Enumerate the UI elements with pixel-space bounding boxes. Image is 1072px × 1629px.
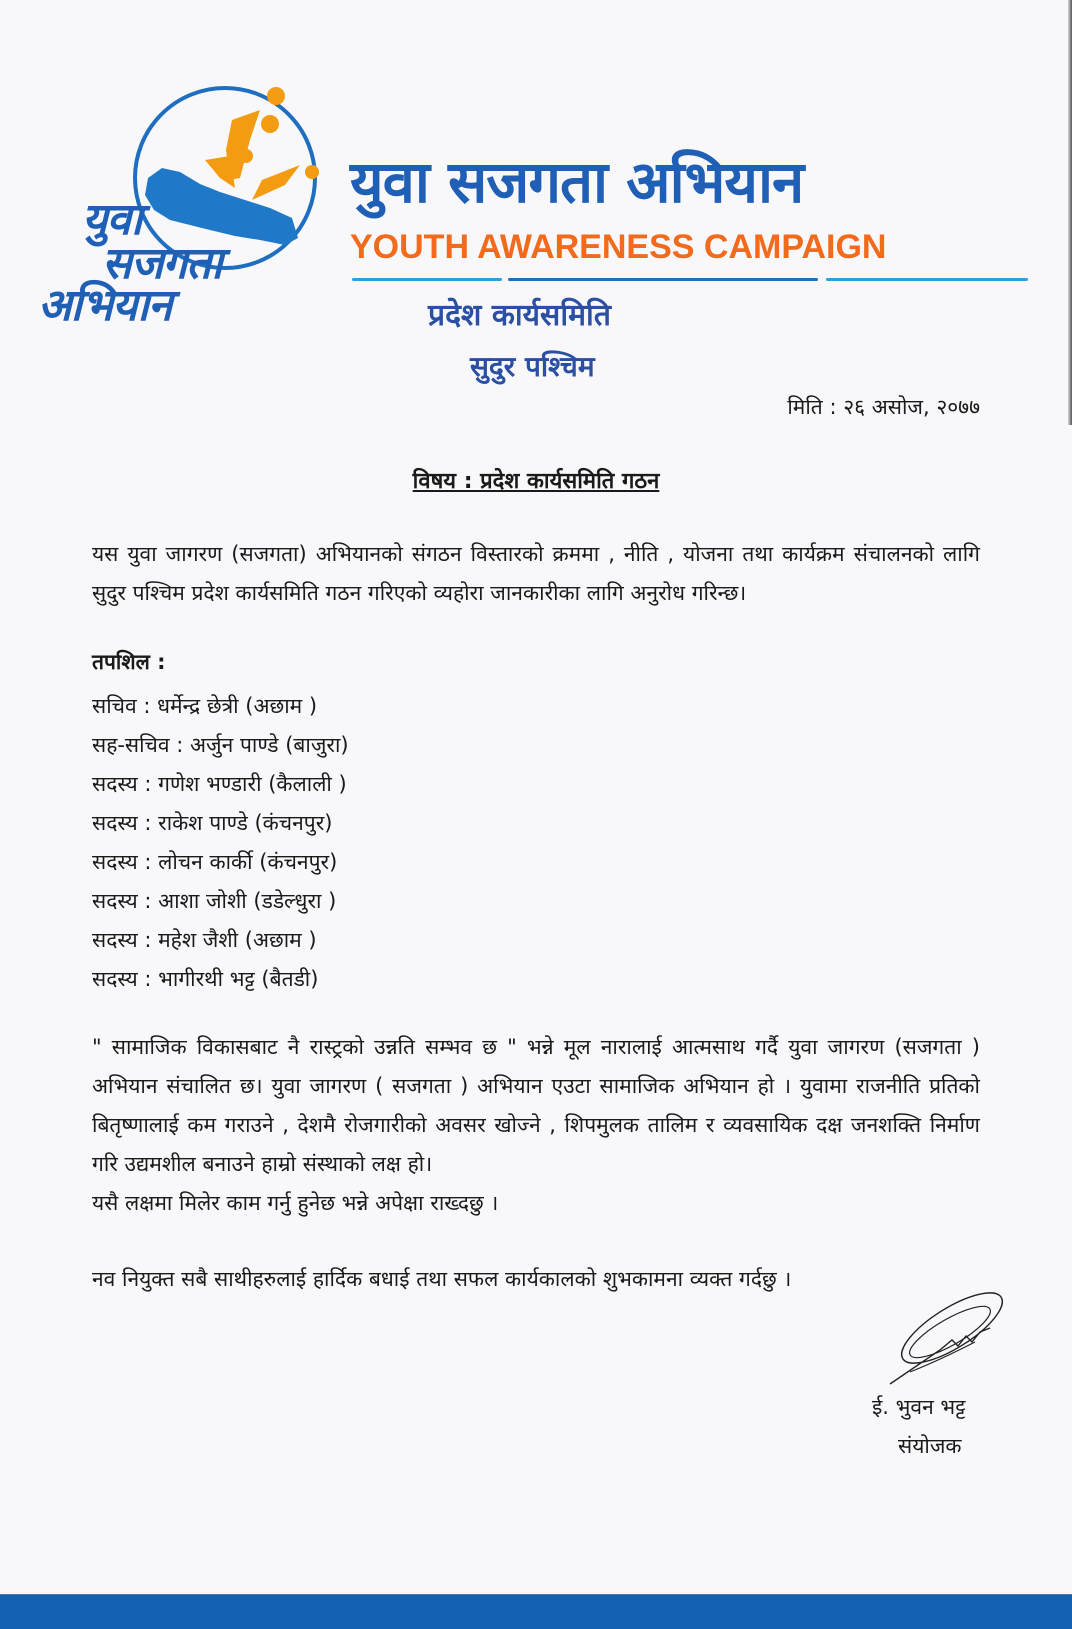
member-item: सदस्य : भागीरथी भट्ट (बैतडी): [92, 967, 319, 991]
member-item: सदस्य : आशा जोशी (डडेल्धुरा ): [92, 889, 337, 913]
closing-paragraph: नव नियुक्त सबै साथीहरुलाई हार्दिक बधाई तथा सफल कार्यकालको शुभकामना व्यक्त गर्दछु ।: [92, 1267, 792, 1291]
intro-paragraph: यस युवा जागरण (सजगता) अभियानको संगठन विस्तारको क्रममा , नीति , योजना तथा कार्यक्रम संचालनको लागि सुदुर पश्चिम प्रदेश कार्यसमिति गठन गरिएको व्यहोरा जानकारीका लागि अनुरोध गरिन्छ।: [92, 542, 980, 605]
header-divider: [352, 278, 502, 281]
header-divider: [826, 278, 1028, 281]
committee-name: प्रदेश कार्यसमिति: [428, 298, 611, 333]
expectation-text: यसै लक्षमा मिलेर काम गर्नु हुनेछ भन्ने अपेक्षा राख्दछु ।: [92, 1191, 499, 1215]
member-item: सचिव : धर्मेन्द्र छेत्री (अछाम ): [92, 694, 318, 718]
signature-icon: [880, 1280, 1010, 1390]
member-item: सदस्य : गणेश भण्डारी (कैलाली ): [92, 772, 347, 796]
member-list: [92, 687, 349, 999]
campaign-logo: [30, 60, 330, 330]
member-item: सदस्य : महेश जैशी (अछाम ): [92, 928, 317, 952]
letter-date: मिति : २६ असोज, २०७७: [787, 395, 980, 419]
footer-bar: [0, 1594, 1072, 1629]
member-item: सह-सचिव : अर्जुन पाण्डे (बाजुरा): [92, 733, 349, 757]
member-item: सदस्य : राकेश पाण्डे (कंचनपुर): [92, 811, 333, 835]
page-edge-shadow: [1068, 0, 1072, 425]
member-item: सदस्य : लोचन कार्की (कंचनपुर): [92, 850, 338, 874]
campaign-title-english: YOUTH AWARENESS CAMPAIGN: [350, 228, 887, 266]
details-heading: तपशिल :: [92, 650, 166, 674]
letter-subject: विषय : प्रदेश कार्यसमिति गठन: [412, 469, 660, 494]
mission-paragraph: [92, 1028, 980, 1223]
logo-text-line1: युवा: [82, 194, 142, 245]
signer-name: ई. भुवन भट्ट: [872, 1395, 966, 1419]
signer-title: संयोजक: [898, 1434, 962, 1458]
logo-text-line2: सजगता: [102, 238, 222, 289]
logo-text-line3: अभियान: [38, 280, 172, 331]
mission-text: " सामाजिक विकासबाट नै रास्ट्रको उन्नति सम्भव छ " भन्ने मूल नारालाई आत्मसाथ गर्दै युवा जागरण (सजगता ) अभियान संचालित छ। युवा जागरण ( सजगता ) अभियान एउटा सामाजिक अभियान हो । युवामा राजनीति प्रतिको बितृष्णालाई कम गराउने , देशमै रोजगारीको अवसर खोज्ने , शिपमुलक तालिम र व्यवसायिक दक्ष जनशक्ति निर्माण गरि उद्यमशील बनाउने हाम्रो संस्थाको लक्ष हो।: [92, 1035, 980, 1176]
campaign-title-nepali: युवा सजगता अभियान: [350, 148, 804, 216]
region-name: सुदुर पश्चिम: [470, 350, 595, 383]
header-divider: [508, 278, 818, 281]
